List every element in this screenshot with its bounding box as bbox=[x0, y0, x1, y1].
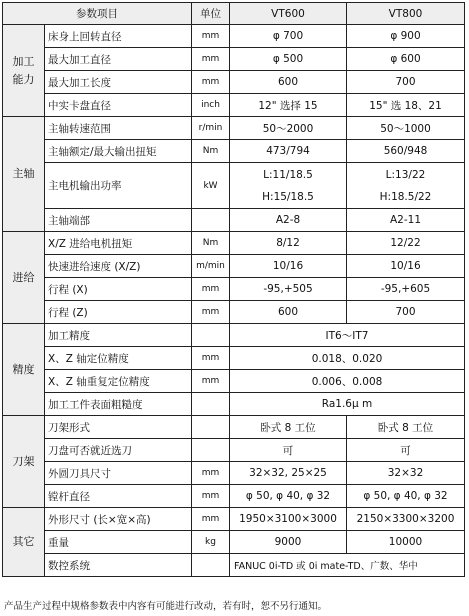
row-value-1: 32×32, 25×25 bbox=[230, 462, 347, 485]
row-value-1 bbox=[230, 163, 347, 209]
row-unit bbox=[192, 439, 230, 462]
row-label: 最大加工长度 bbox=[45, 71, 192, 94]
table-row bbox=[3, 347, 465, 370]
category-spindle: 主轴 bbox=[3, 117, 45, 232]
row-unit bbox=[192, 416, 230, 439]
spec-table bbox=[2, 2, 465, 577]
row-unit: mm bbox=[192, 347, 230, 370]
table-row bbox=[3, 554, 465, 577]
table-row bbox=[3, 485, 465, 508]
row-value-2: 700 bbox=[347, 301, 465, 324]
row-value-1: 50～2000 bbox=[230, 117, 347, 140]
table-row bbox=[3, 370, 465, 393]
row-value-2: φ 50, φ 40, φ 32 bbox=[347, 485, 465, 508]
row-value-1: 1950×3100×3000 bbox=[230, 508, 347, 531]
table-row bbox=[3, 71, 465, 94]
row-unit: inch bbox=[192, 94, 230, 117]
row-value-1: 12" 选择 15 bbox=[230, 94, 347, 117]
row-value-2: 10000 bbox=[347, 531, 465, 554]
row-unit bbox=[192, 324, 230, 347]
row-unit: mm bbox=[192, 278, 230, 301]
row-label: 刀架形式 bbox=[45, 416, 192, 439]
table-row bbox=[3, 140, 465, 163]
row-label: 数控系统 bbox=[45, 554, 192, 577]
row-value-1: 8/12 bbox=[230, 232, 347, 255]
row-value-shared: 0.006、0.008 bbox=[230, 370, 465, 393]
row-value-2: 可 bbox=[347, 439, 465, 462]
row-unit: mm bbox=[192, 48, 230, 71]
row-value-2: 32×32 bbox=[347, 462, 465, 485]
row-unit: mm bbox=[192, 462, 230, 485]
row-value-1: 473/794 bbox=[230, 140, 347, 163]
row-label: 主轴转速范围 bbox=[45, 117, 192, 140]
table-row bbox=[3, 278, 465, 301]
header-model-1: VT600 bbox=[230, 3, 347, 25]
row-unit: Nm bbox=[192, 232, 230, 255]
header-param: 参数项目 bbox=[3, 3, 192, 25]
table-row bbox=[3, 232, 465, 255]
row-value-2: 15" 选 18、21 bbox=[347, 94, 465, 117]
row-value-shared: Ra1.6μ m bbox=[230, 393, 465, 416]
table-row bbox=[3, 25, 465, 48]
row-label: 最大加工直径 bbox=[45, 48, 192, 71]
row-value-2: 50～1000 bbox=[347, 117, 465, 140]
row-unit: mm bbox=[192, 370, 230, 393]
row-unit: mm bbox=[192, 71, 230, 94]
row-unit bbox=[192, 554, 230, 577]
row-label: X、Z 轴定位精度 bbox=[45, 347, 192, 370]
category-other: 其它 bbox=[3, 508, 45, 577]
row-value-1: 卧式 8 工位 bbox=[230, 416, 347, 439]
row-label: 加工工件表面粗糙度 bbox=[45, 393, 192, 416]
row-value-1: φ 50, φ 40, φ 32 bbox=[230, 485, 347, 508]
row-value-2: 560/948 bbox=[347, 140, 465, 163]
row-value-2: φ 600 bbox=[347, 48, 465, 71]
row-value-1: 600 bbox=[230, 301, 347, 324]
category-feed: 进给 bbox=[3, 232, 45, 324]
row-label: 镗杆直径 bbox=[45, 485, 192, 508]
row-value-2 bbox=[347, 163, 465, 209]
row-value-1: -95,+505 bbox=[230, 278, 347, 301]
row-value-2: 2150×3300×3200 bbox=[347, 508, 465, 531]
row-value-shared: IT6～IT7 bbox=[230, 324, 465, 347]
row-label: X、Z 轴重复定位精度 bbox=[45, 370, 192, 393]
table-row bbox=[3, 48, 465, 71]
row-value-shared: 0.018、0.020 bbox=[230, 347, 465, 370]
row-label: 行程 (Z) bbox=[45, 301, 192, 324]
table-row bbox=[3, 531, 465, 554]
row-value-2: A2-11 bbox=[347, 209, 465, 232]
row-label: 加工精度 bbox=[45, 324, 192, 347]
row-value-1: A2-8 bbox=[230, 209, 347, 232]
row-unit: Nm bbox=[192, 140, 230, 163]
row-label: 重量 bbox=[45, 531, 192, 554]
table-row bbox=[3, 255, 465, 278]
row-value-2: 12/22 bbox=[347, 232, 465, 255]
value-low-gear: L:11/18.5 bbox=[263, 168, 313, 181]
row-label: 外形尺寸 (长×宽×高) bbox=[45, 508, 192, 531]
table-row bbox=[3, 117, 465, 140]
value-high-gear: H:15/18.5 bbox=[262, 190, 314, 203]
row-value-2: -95,+605 bbox=[347, 278, 465, 301]
category-label: 加工 能力 bbox=[12, 54, 35, 86]
row-label: 主轴额定/最大输出扭矩 bbox=[45, 140, 192, 163]
row-unit: kW bbox=[192, 163, 230, 209]
value-high-gear: H:18.5/22 bbox=[379, 190, 432, 203]
category-accuracy: 精度 bbox=[3, 324, 45, 416]
table-row bbox=[3, 94, 465, 117]
header-unit: 单位 bbox=[192, 3, 230, 25]
row-value-1: 9000 bbox=[230, 531, 347, 554]
row-label: X/Z 进给电机扭矩 bbox=[45, 232, 192, 255]
row-label: 主电机输出功率 bbox=[45, 163, 192, 209]
row-value-2: 700 bbox=[347, 71, 465, 94]
header-row bbox=[3, 3, 465, 25]
category-machining bbox=[3, 25, 45, 117]
table-row bbox=[3, 508, 465, 531]
header-model-2: VT800 bbox=[347, 3, 465, 25]
row-value-1: φ 500 bbox=[230, 48, 347, 71]
row-value-shared: FANUC 0i-TD 或 0i mate-TD、广数、华中 bbox=[230, 554, 465, 577]
row-label: 快速进给速度 (X/Z) bbox=[45, 255, 192, 278]
row-label: 床身上回转直径 bbox=[45, 25, 192, 48]
category-turret: 刀架 bbox=[3, 416, 45, 508]
table-row bbox=[3, 163, 465, 209]
row-value-1: φ 700 bbox=[230, 25, 347, 48]
table-row bbox=[3, 301, 465, 324]
row-label: 中实卡盘直径 bbox=[45, 94, 192, 117]
row-unit: r/min bbox=[192, 117, 230, 140]
value-low-gear: L:13/22 bbox=[385, 168, 426, 181]
row-unit bbox=[192, 393, 230, 416]
row-label: 刀盘可否就近选刀 bbox=[45, 439, 192, 462]
row-unit: kg bbox=[192, 531, 230, 554]
table-row bbox=[3, 393, 465, 416]
row-value-1: 600 bbox=[230, 71, 347, 94]
row-label: 主轴端部 bbox=[45, 209, 192, 232]
footer-note: 产品生产过程中规格参数表中内容有可能进行改动，若有时，恕不另行通知。 bbox=[4, 601, 328, 612]
row-value-2: φ 900 bbox=[347, 25, 465, 48]
row-unit: m/min bbox=[192, 255, 230, 278]
table-row bbox=[3, 324, 465, 347]
row-unit: mm bbox=[192, 25, 230, 48]
row-value-1: 10/16 bbox=[230, 255, 347, 278]
row-unit: mm bbox=[192, 301, 230, 324]
table-row bbox=[3, 209, 465, 232]
row-value-1: 可 bbox=[230, 439, 347, 462]
table-row bbox=[3, 439, 465, 462]
row-unit bbox=[192, 209, 230, 232]
row-unit: mm bbox=[192, 508, 230, 531]
table-row bbox=[3, 462, 465, 485]
row-unit: mm bbox=[192, 485, 230, 508]
table-row bbox=[3, 416, 465, 439]
row-value-2: 10/16 bbox=[347, 255, 465, 278]
row-value-2: 卧式 8 工位 bbox=[347, 416, 465, 439]
row-label: 行程 (X) bbox=[45, 278, 192, 301]
row-label: 外圆刀具尺寸 bbox=[45, 462, 192, 485]
